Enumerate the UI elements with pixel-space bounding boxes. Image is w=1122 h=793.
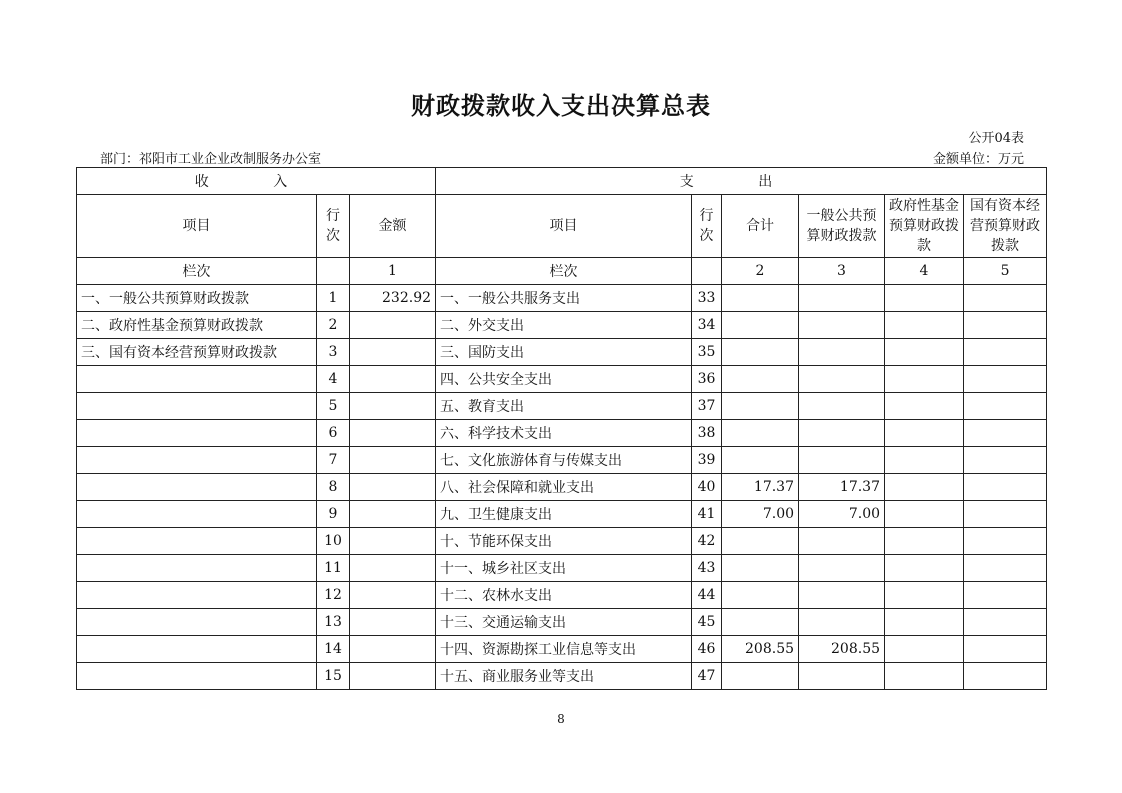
gov-fund-cell — [885, 447, 964, 474]
expense-row-no-cell: 43 — [692, 555, 722, 582]
expense-item-cell: 二、外交支出 — [436, 312, 692, 339]
general-budget-cell — [799, 582, 885, 609]
total-header: 合计 — [722, 195, 799, 258]
gov-fund-cell — [885, 366, 964, 393]
total-cell — [722, 555, 799, 582]
table-row — [77, 555, 1047, 582]
income-row-no-cell: 14 — [317, 636, 350, 663]
general-budget-header: 一般公共预算财政拨款 — [799, 195, 885, 258]
table-row — [77, 501, 1047, 528]
gov-fund-cell — [885, 474, 964, 501]
total-cell: 208.55 — [722, 636, 799, 663]
column-index-row — [77, 258, 1047, 285]
income-amount-cell — [350, 339, 436, 366]
general-budget-cell — [799, 555, 885, 582]
income-item-cell — [77, 582, 317, 609]
expense-row-no-cell: 44 — [692, 582, 722, 609]
column-index-empty — [692, 258, 722, 285]
income-item-cell — [77, 366, 317, 393]
income-item-cell — [77, 447, 317, 474]
expense-item-cell: 八、社会保障和就业支出 — [436, 474, 692, 501]
income-amount-cell — [350, 474, 436, 501]
income-row-no-cell: 1 — [317, 285, 350, 312]
column-index-total: 2 — [722, 258, 799, 285]
state-capital-cell — [964, 582, 1047, 609]
expense-item-header: 项目 — [436, 195, 692, 258]
expense-row-no-cell: 38 — [692, 420, 722, 447]
table-row — [77, 312, 1047, 339]
general-budget-cell — [799, 339, 885, 366]
total-cell — [722, 528, 799, 555]
gov-fund-cell — [885, 555, 964, 582]
income-item-cell — [77, 555, 317, 582]
table-row — [77, 663, 1047, 690]
gov-fund-cell — [885, 420, 964, 447]
expense-row-no-cell: 40 — [692, 474, 722, 501]
income-amount-cell — [350, 609, 436, 636]
income-item-cell — [77, 636, 317, 663]
state-capital-cell — [964, 285, 1047, 312]
total-cell — [722, 312, 799, 339]
income-row-no-cell: 12 — [317, 582, 350, 609]
state-capital-cell — [964, 393, 1047, 420]
income-row-no-cell: 15 — [317, 663, 350, 690]
department-label: 部门：祁阳市工业企业改制服务办公室 — [100, 152, 322, 167]
income-amount-cell — [350, 636, 436, 663]
table-row — [77, 393, 1047, 420]
gov-fund-cell — [885, 636, 964, 663]
total-cell — [722, 663, 799, 690]
income-row-no-cell: 9 — [317, 501, 350, 528]
expense-item-cell: 三、国防支出 — [436, 339, 692, 366]
state-capital-cell — [964, 528, 1047, 555]
income-row-no-cell: 7 — [317, 447, 350, 474]
table-row — [77, 474, 1047, 501]
expense-item-cell: 十一、城乡社区支出 — [436, 555, 692, 582]
expense-item-cell: 四、公共安全支出 — [436, 366, 692, 393]
income-item-cell — [77, 474, 317, 501]
total-cell — [722, 582, 799, 609]
expense-item-cell: 六、科学技术支出 — [436, 420, 692, 447]
income-row-no-cell: 6 — [317, 420, 350, 447]
gov-fund-cell — [885, 285, 964, 312]
table-row — [77, 285, 1047, 312]
income-row-no-cell: 4 — [317, 366, 350, 393]
table-row — [77, 447, 1047, 474]
expense-row-no-cell: 42 — [692, 528, 722, 555]
state-capital-cell — [964, 366, 1047, 393]
expense-item-cell: 五、教育支出 — [436, 393, 692, 420]
general-budget-cell — [799, 312, 885, 339]
total-cell — [722, 447, 799, 474]
total-cell — [722, 285, 799, 312]
expense-item-cell: 十、节能环保支出 — [436, 528, 692, 555]
gov-fund-cell — [885, 339, 964, 366]
expense-item-cell: 一、一般公共服务支出 — [436, 285, 692, 312]
budget-table — [76, 167, 1047, 690]
general-budget-cell — [799, 447, 885, 474]
general-budget-cell — [799, 393, 885, 420]
column-index-gov-fund: 4 — [885, 258, 964, 285]
state-capital-cell — [964, 420, 1047, 447]
total-cell — [722, 393, 799, 420]
state-capital-cell — [964, 474, 1047, 501]
state-capital-cell — [964, 339, 1047, 366]
income-amount-cell — [350, 528, 436, 555]
expense-item-cell: 十二、农林水支出 — [436, 582, 692, 609]
total-cell — [722, 420, 799, 447]
state-capital-cell — [964, 447, 1047, 474]
income-amount-cell — [350, 393, 436, 420]
section-header-row — [77, 168, 1047, 195]
table-row — [77, 636, 1047, 663]
general-budget-cell — [799, 663, 885, 690]
income-item-cell — [77, 393, 317, 420]
income-amount-cell — [350, 447, 436, 474]
income-item-cell: 二、政府性基金预算财政拨款 — [77, 312, 317, 339]
general-budget-cell: 17.37 — [799, 474, 885, 501]
total-cell — [722, 339, 799, 366]
expense-section-header: 支 出 — [436, 168, 1047, 195]
column-index-label-right: 栏次 — [436, 258, 692, 285]
state-capital-cell — [964, 663, 1047, 690]
income-amount-cell — [350, 312, 436, 339]
income-amount-cell — [350, 501, 436, 528]
column-index-general: 3 — [799, 258, 885, 285]
state-capital-cell — [964, 312, 1047, 339]
column-header-row — [77, 195, 1047, 258]
column-index-amount: 1 — [350, 258, 436, 285]
state-capital-header: 国有资本经营预算财政拨款 — [964, 195, 1047, 258]
expense-item-cell: 十四、资源勘探工业信息等支出 — [436, 636, 692, 663]
column-index-empty — [317, 258, 350, 285]
income-item-cell — [77, 609, 317, 636]
expense-row-no-cell: 35 — [692, 339, 722, 366]
page-title: 财政拨款收入支出决算总表 — [411, 91, 711, 120]
page-number: 8 — [557, 712, 565, 726]
gov-fund-cell — [885, 393, 964, 420]
expense-row-no-cell: 41 — [692, 501, 722, 528]
gov-fund-cell — [885, 582, 964, 609]
table-row — [77, 582, 1047, 609]
expense-item-cell: 十三、交通运输支出 — [436, 609, 692, 636]
form-code: 公开04表 — [968, 131, 1024, 146]
expense-row-no-cell: 39 — [692, 447, 722, 474]
general-budget-cell — [799, 366, 885, 393]
income-amount-cell — [350, 582, 436, 609]
gov-fund-header: 政府性基金预算财政拨款 — [885, 195, 964, 258]
general-budget-cell: 7.00 — [799, 501, 885, 528]
income-row-no-cell: 11 — [317, 555, 350, 582]
income-row-no-header: 行次 — [317, 195, 350, 258]
expense-row-no-cell: 45 — [692, 609, 722, 636]
gov-fund-cell — [885, 501, 964, 528]
state-capital-cell — [964, 501, 1047, 528]
income-row-no-cell: 10 — [317, 528, 350, 555]
income-item-cell: 三、国有资本经营预算财政拨款 — [77, 339, 317, 366]
expense-item-cell: 七、文化旅游体育与传媒支出 — [436, 447, 692, 474]
state-capital-cell — [964, 609, 1047, 636]
income-item-cell — [77, 420, 317, 447]
total-cell: 7.00 — [722, 501, 799, 528]
expense-row-no-cell: 33 — [692, 285, 722, 312]
income-item-cell — [77, 528, 317, 555]
expense-row-no-cell: 46 — [692, 636, 722, 663]
table-row — [77, 366, 1047, 393]
expense-item-cell: 十五、商业服务业等支出 — [436, 663, 692, 690]
expense-row-no-cell: 47 — [692, 663, 722, 690]
table-row — [77, 609, 1047, 636]
state-capital-cell — [964, 636, 1047, 663]
column-index-state-capital: 5 — [964, 258, 1047, 285]
gov-fund-cell — [885, 528, 964, 555]
general-budget-cell: 208.55 — [799, 636, 885, 663]
income-row-no-cell: 2 — [317, 312, 350, 339]
expense-row-no-cell: 37 — [692, 393, 722, 420]
general-budget-cell — [799, 609, 885, 636]
expense-item-cell: 九、卫生健康支出 — [436, 501, 692, 528]
expense-row-no-header: 行次 — [692, 195, 722, 258]
total-cell — [722, 366, 799, 393]
income-item-cell — [77, 663, 317, 690]
income-row-no-cell: 8 — [317, 474, 350, 501]
state-capital-cell — [964, 555, 1047, 582]
general-budget-cell — [799, 285, 885, 312]
gov-fund-cell — [885, 663, 964, 690]
column-index-label-left: 栏次 — [77, 258, 317, 285]
income-amount-header: 金额 — [350, 195, 436, 258]
income-amount-cell — [350, 663, 436, 690]
total-cell — [722, 609, 799, 636]
table-row — [77, 420, 1047, 447]
income-row-no-cell: 13 — [317, 609, 350, 636]
income-amount-cell: 232.92 — [350, 285, 436, 312]
gov-fund-cell — [885, 312, 964, 339]
income-item-cell — [77, 501, 317, 528]
general-budget-cell — [799, 528, 885, 555]
expense-row-no-cell: 34 — [692, 312, 722, 339]
gov-fund-cell — [885, 609, 964, 636]
table-row — [77, 528, 1047, 555]
general-budget-cell — [799, 420, 885, 447]
total-cell: 17.37 — [722, 474, 799, 501]
income-amount-cell — [350, 366, 436, 393]
unit-label: 金额单位：万元 — [932, 152, 1024, 167]
expense-row-no-cell: 36 — [692, 366, 722, 393]
income-item-cell: 一、一般公共预算财政拨款 — [77, 285, 317, 312]
income-row-no-cell: 3 — [317, 339, 350, 366]
table-row — [77, 339, 1047, 366]
income-amount-cell — [350, 420, 436, 447]
income-item-header: 项目 — [77, 195, 317, 258]
income-amount-cell — [350, 555, 436, 582]
income-section-header: 收 入 — [77, 168, 436, 195]
income-row-no-cell: 5 — [317, 393, 350, 420]
